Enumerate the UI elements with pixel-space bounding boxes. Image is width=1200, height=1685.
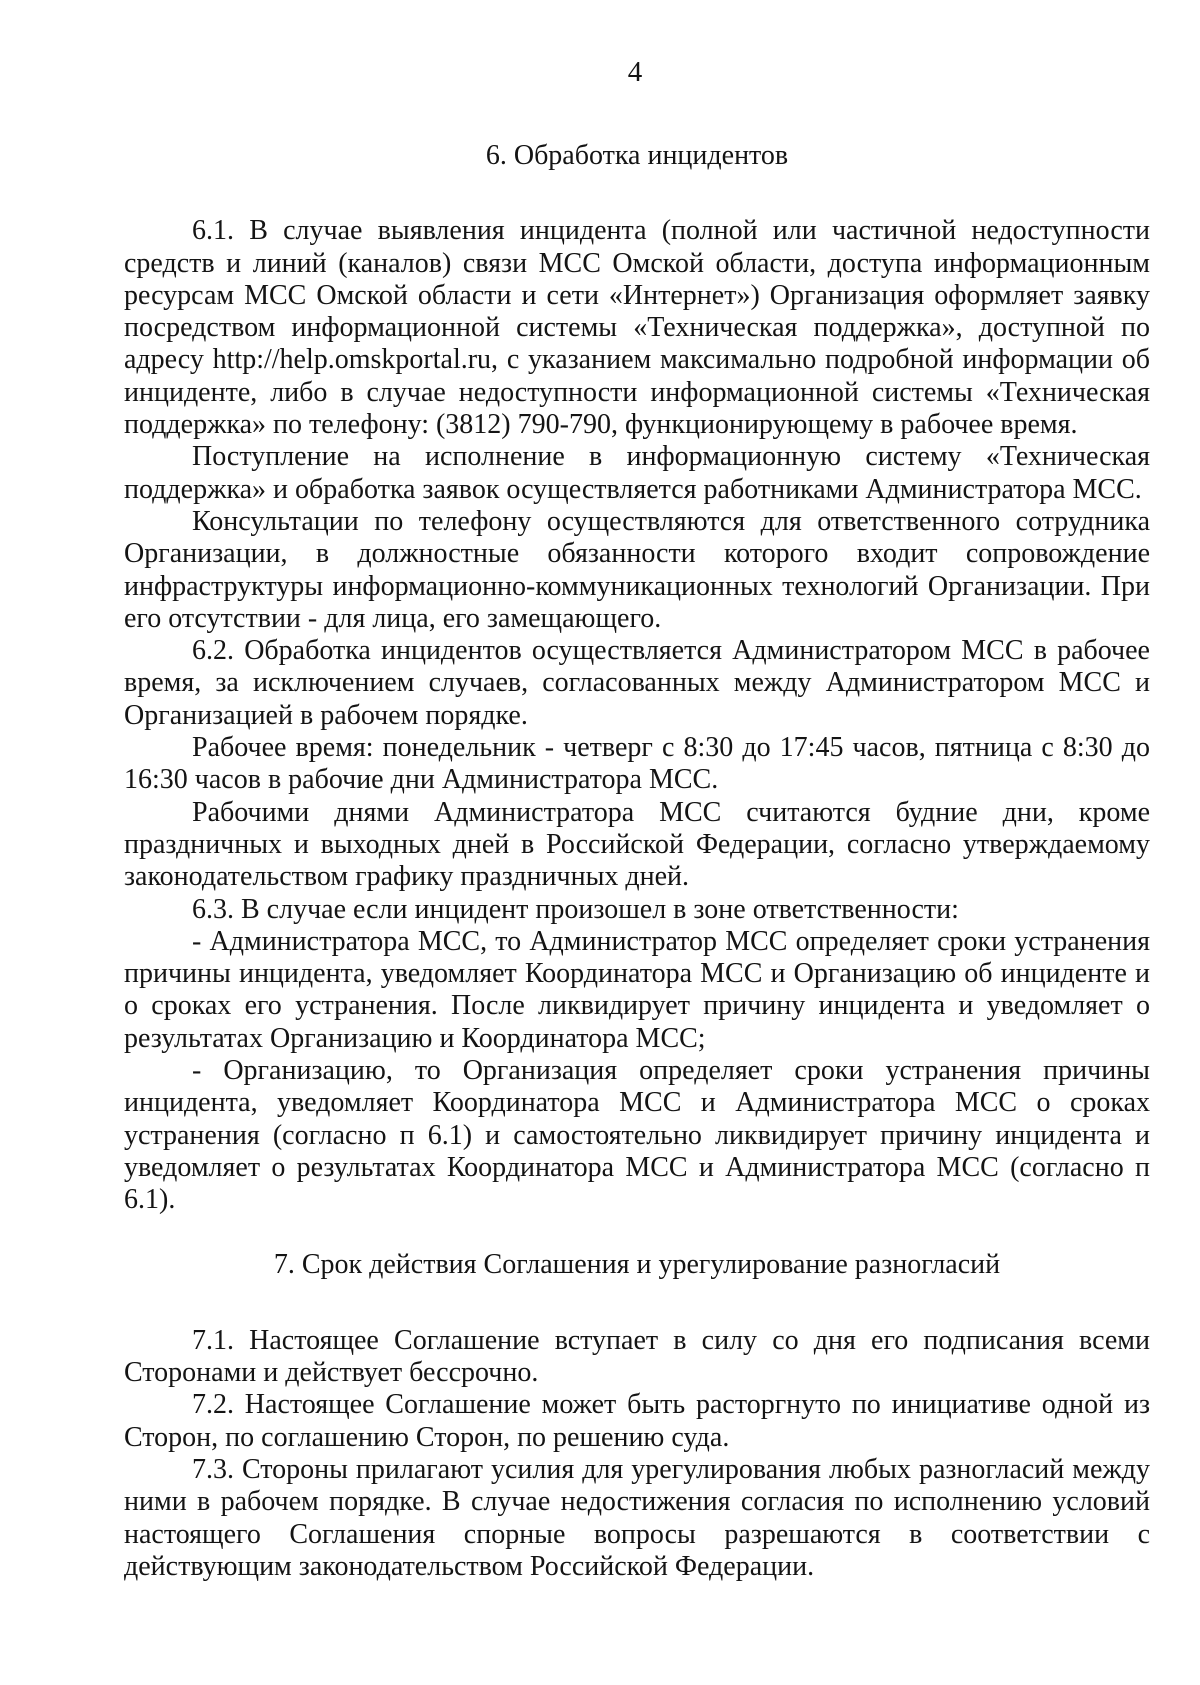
paragraph-working-hours: Рабочее время: понедельник - четверг с 8:30 до 17:45 часов, пятница с 8:30 до 16:30 часов в рабочие дни Администратора МСС. <box>124 732 1150 796</box>
paragraph-6-2: 6.2. Обработка инцидентов осуществляется Администратором МСС в рабочее время, за исключением случаев, согласованных между Администратором МСС и Организацией в рабочем порядке. <box>124 635 1150 731</box>
paragraph-ticket-processing: Поступление на исполнение в информационную систему «Техническая поддержка» и обработка заявок осуществляется работниками Администратора МСС. <box>124 441 1150 505</box>
paragraph-administrator-responsibility: - Администратора МСС, то Администратор МСС определяет сроки устранения причины инцидента, уведомляет Координатора МСС и Организацию об инциденте и о сроках его устранения. После ликвидирует причину инцидента и уведомляет о результатах Организацию и Координатора МСС; <box>124 925 1150 1054</box>
paragraph-7-3: 7.3. Стороны прилагают усилия для урегулирования любых разногласий между ними в рабочем порядке. В случае недостижения согласия по исполнению условий настоящего Соглашения спорные вопросы разрешаются в соответствии с действующим законодательством Российской Федерации. <box>124 1453 1150 1582</box>
section-7-heading: 7. Срок действия Соглашения и урегулирование разногласий <box>273 1248 1001 1280</box>
paragraph-working-days: Рабочими днями Администратора МСС считаются будние дни, кроме праздничных и выходных дней в Российской Федерации, согласно утверждаемому законодательством графику праздничных дней. <box>124 796 1150 893</box>
paragraph-6-1: 6.1. В случае выявления инцидента (полной или частичной недоступности средств и линий (каналов) связи МСС Омской области, доступа информационным ресурсам МСС Омской области и сети «Интернет») Организация оформляет заявку посредством информационной системы «Техническая поддержка», доступной по адресу http://help.omskportal.ru, с указанием максимально подробной информации об инциденте, либо в случае недоступности информационной системы «Техническая поддержка» по телефону: (3812) 790-790, функционирующему в рабочее время. <box>124 215 1150 441</box>
section-6-heading: 6. Обработка инцидентов <box>485 140 789 171</box>
paragraph-organization-responsibility: - Организацию, то Организация определяет сроки устранения причины инцидента, уведомляет Координатора МСС и Администратора МСС о сроках устранения (согласно п 6.1) и самостоятельно ликвидирует причину инцидента и уведомляет о результатах Координатора МСС и Администратора МСС (согласно п 6.1). <box>124 1055 1150 1216</box>
document-body <box>124 140 1150 1583</box>
paragraph-7-2: 7.2. Настоящее Соглашение может быть расторгнуто по инициативе одной из Сторон, по соглашению Сторон, по решению суда. <box>124 1389 1150 1453</box>
page-number: 4 <box>627 56 643 88</box>
paragraph-6-3: 6.3. В случае если инцидент произошел в зоне ответственности: <box>192 893 959 925</box>
paragraph-phone-consultations: Консультации по телефону осуществляются для ответственного сотрудника Организации, в должностные обязанности которого входит сопровождение инфраструктуры информационно-коммуникационных технологий Организации. При его отсутствии - для лица, его замещающего. <box>124 505 1150 634</box>
paragraph-7-1: 7.1. Настоящее Соглашение вступает в силу со дня его подписания всеми Сторонами и действует бессрочно. <box>124 1324 1150 1389</box>
